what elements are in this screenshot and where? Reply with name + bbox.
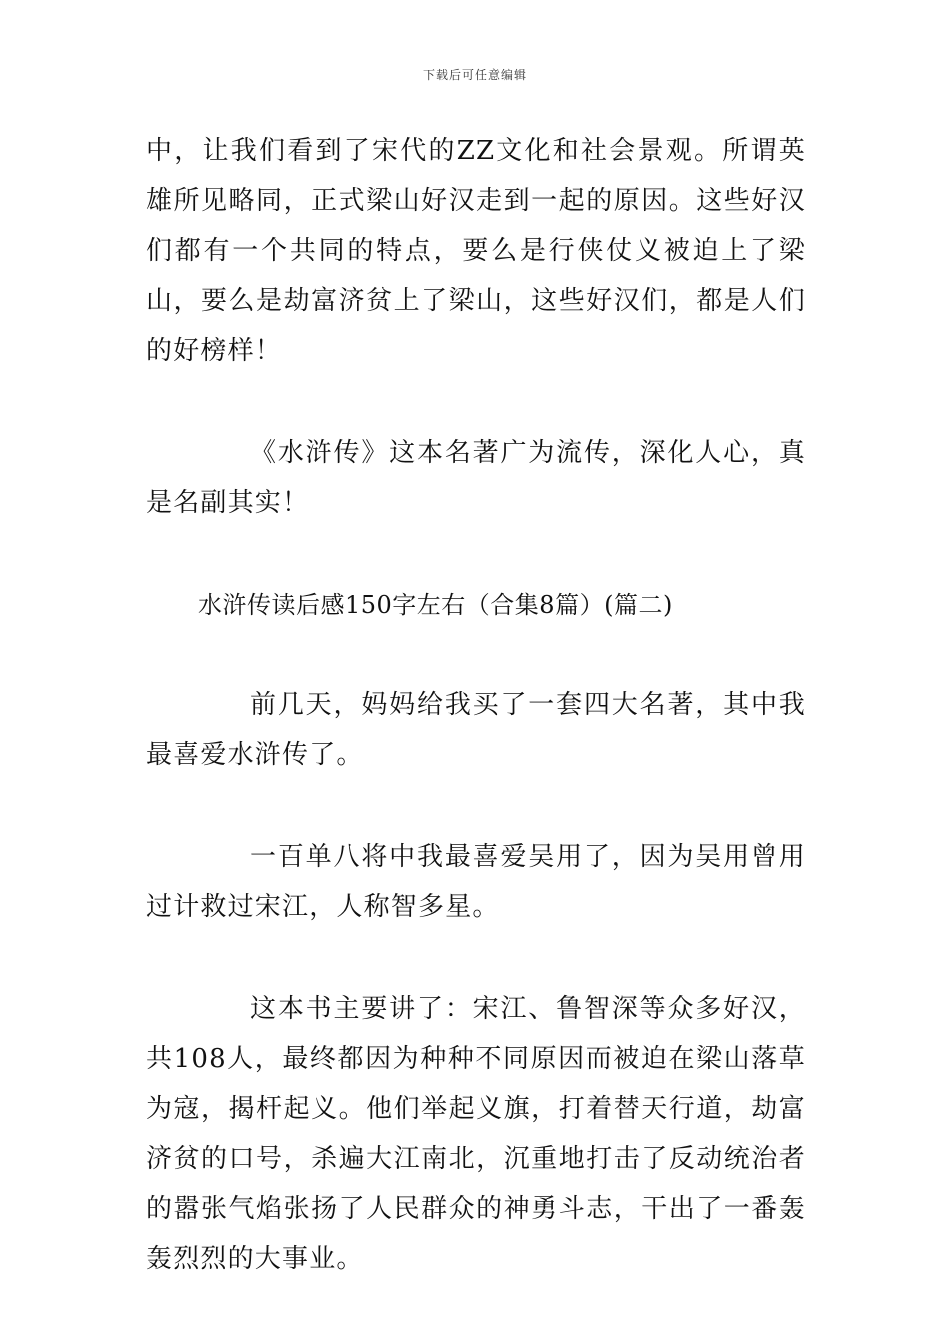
paragraph-summary: 这本书主要讲了：宋江、鲁智深等众多好汉，共108人，最终都因为种种不同原因而被迫在梁山落草为寇，揭杆起义。他们举起义旗，打着替天行道，劫富济贫的口号，杀遍大江南北，沉重地打击了反动统治者的嚣张气焰张扬了人民群众的神勇斗志，干出了一番轰轰烈烈的大事业。 bbox=[146, 994, 806, 1274]
section-heading: 水浒传读后感150字左右（合集8篇）(篇二) bbox=[198, 591, 673, 619]
paragraph-favorite-character: 一百单八将中我最喜爱吴用了，因为吴用曾用过计救过宋江，人称智多星。 bbox=[146, 842, 806, 922]
paragraph-intro: 前几天，妈妈给我买了一套四大名著，其中我最喜爱水浒传了。 bbox=[146, 690, 806, 770]
paragraph-continuation: 中，让我们看到了宋代的ZZ文化和社会景观。所谓英雄所见略同，正式梁山好汉走到一起的原因。这些好汉们都有一个共同的特点，要么是行侠仗义被迫上了梁山，要么是劫富济贫上了梁山，这些好汉们，都是人们的好榜样！ bbox=[146, 136, 806, 366]
paragraph-conclusion: 《水浒传》这本名著广为流传，深化人心，真是名副其实！ bbox=[146, 438, 806, 518]
page-header-note: 下载后可任意编辑 bbox=[422, 68, 527, 82]
document-body bbox=[146, 126, 806, 1284]
